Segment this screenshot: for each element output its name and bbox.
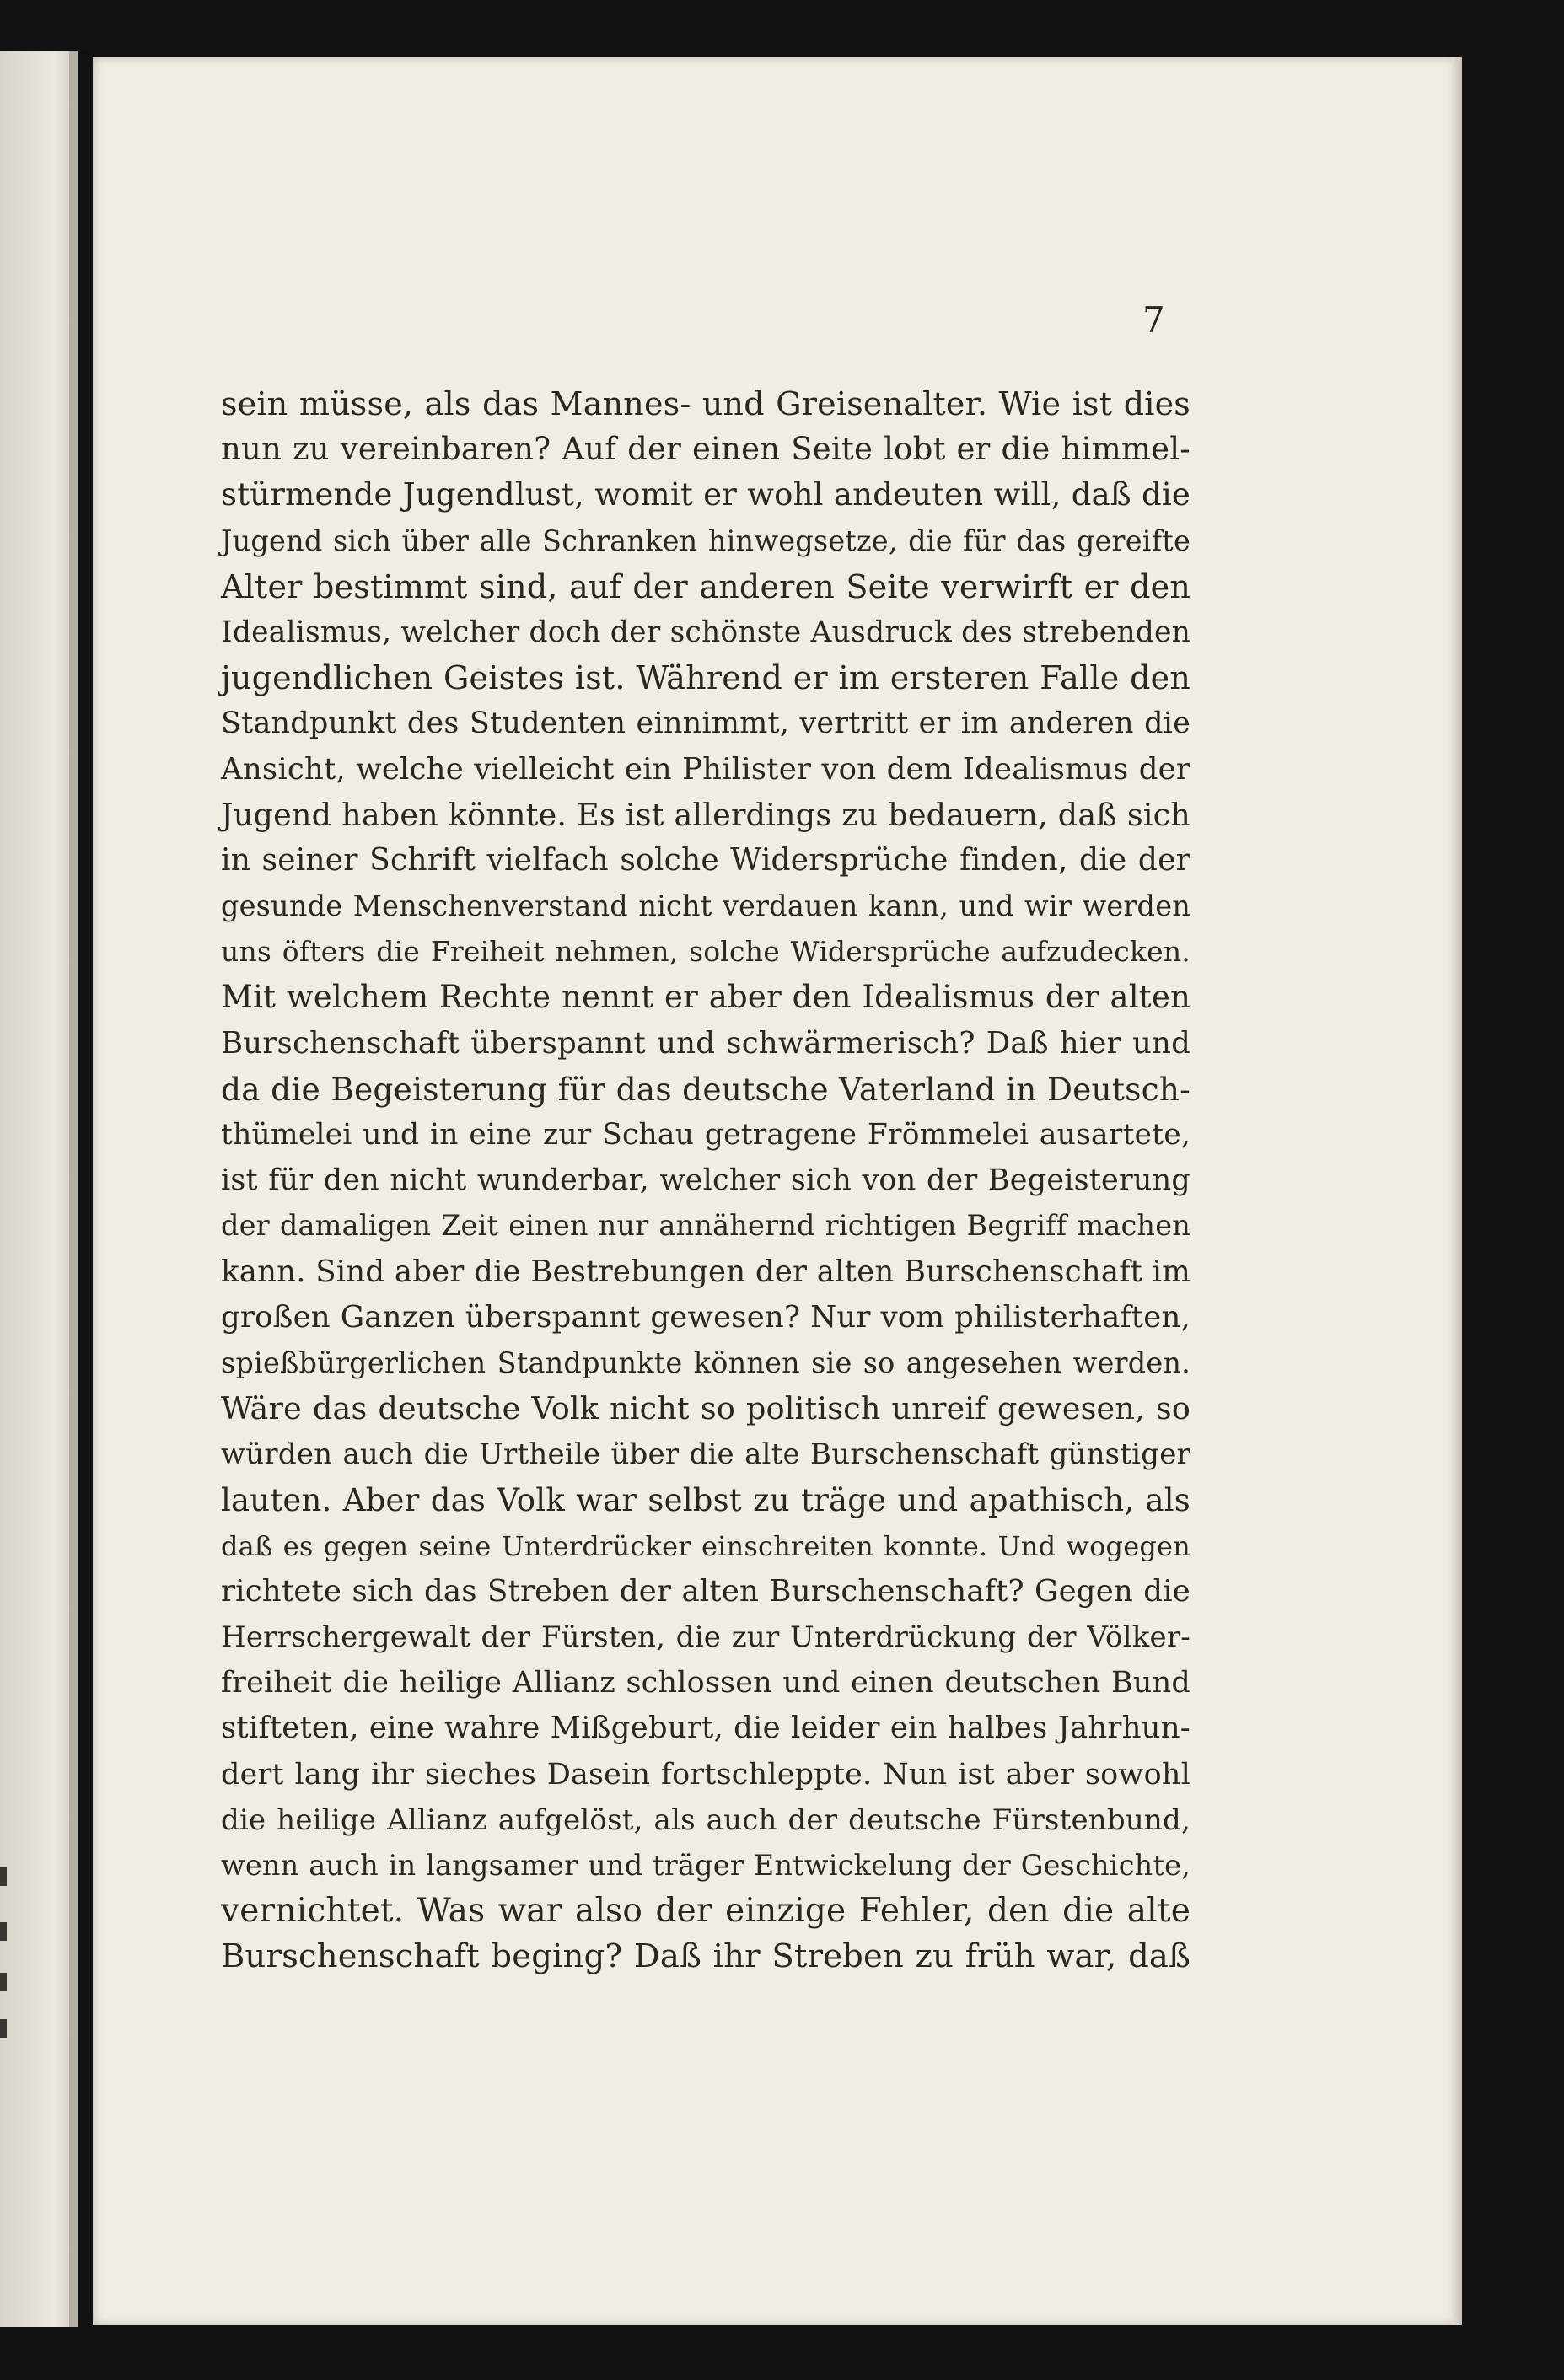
gutter-shadow [69, 51, 94, 2327]
text-line: nun zu vereinbaren? Auf der einen Seite lobt er die himmel- [221, 431, 1190, 468]
text-line: daß es gegen seine Unterdrücker einschreiten konnte. Und wogegen [221, 1529, 1190, 1562]
text-line: Burschenschaft überspannt und schwärmerisch? Daß hier und [221, 1025, 1190, 1061]
text-line: dert lang ihr sieches Dasein fortschleppte. Nun ist aber sowohl [221, 1757, 1190, 1792]
left-page-edge [0, 51, 78, 2327]
text-line: spießbürgerlichen Standpunkte können sie so angesehen werden. [221, 1346, 1190, 1379]
left-margin-mark [0, 1922, 7, 1941]
text-line: stifteten, eine wahre Mißgeburt, die leider ein halbes Jahrhun- [221, 1711, 1190, 1746]
text-line: lauten. Aber das Volk war selbst zu träge und apathisch, als [221, 1481, 1190, 1518]
text-line: Burschenschaft beging? Daß ihr Streben zu früh war, daß [221, 1937, 1190, 1976]
text-line: Herrschergewalt der Fürsten, die zur Unterdrückung der Völker- [221, 1620, 1190, 1655]
text-line: großen Ganzen überspannt gewesen? Nur vom philisterhaften, [221, 1299, 1190, 1335]
text-line: der damaligen Zeit einen nur annähernd richtigen Begriff machen [221, 1209, 1190, 1243]
text-line: Jugend haben könnte. Es ist allerdings zu bedauern, daß sich [221, 796, 1190, 833]
text-line: würden auch die Urtheile über die alte Burschenschaft günstiger [221, 1437, 1190, 1472]
text-line: gesunde Menschenverstand nicht verdauen kann, und wir werden [221, 889, 1190, 923]
text-line: freiheit die heilige Allianz schlossen und einen deutschen Bund [221, 1666, 1190, 1700]
text-line: da die Begeisterung für das deutsche Vaterland in Deutsch- [221, 1070, 1190, 1108]
text-line: Wäre das deutsche Volk nicht so politisch unreif gewesen, so [221, 1390, 1190, 1427]
page-number: 7 [1142, 299, 1165, 341]
left-margin-mark [0, 1973, 7, 1991]
text-line: Standpunkt des Studenten einnimmt, vertritt er im anderen die [221, 706, 1190, 741]
text-line: Jugend sich über alle Schranken hinwegsetze, die für das gereifte [221, 524, 1190, 557]
text-line: Alter bestimmt sind, auf der anderen Seite verwirft er den [221, 567, 1190, 605]
text-line: thümelei und in eine zur Schau getragene Frömmelei ausartete, [221, 1118, 1190, 1152]
text-line: uns öfters die Freiheit nehmen, solche Widersprüche aufzudecken. [221, 935, 1190, 969]
text-line: richtete sich das Streben der alten Burschenschaft? Gegen die [221, 1573, 1190, 1609]
text-line: die heilige Allianz aufgelöst, als auch der deutsche Fürstenbund, [221, 1802, 1190, 1837]
text-line: jugendlichen Geistes ist. Während er im ersteren Falle den [221, 659, 1190, 697]
text-line: kann. Sind aber die Bestrebungen der alten Burschenschaft im [221, 1254, 1190, 1289]
text-line: vernichtet. Was war also der einzige Fehler, den die alte [221, 1892, 1190, 1931]
text-line: in seiner Schrift vielfach solche Widersprüche finden, die der [221, 842, 1190, 878]
text-line: wenn auch in langsamer und träger Entwickelung der Geschichte, [221, 1849, 1190, 1882]
text-line: ist für den nicht wunderbar, welcher sich von der Begeisterung [221, 1163, 1190, 1198]
text-line: Ansicht, welche vielleicht ein Philister von dem Idealismus der [221, 751, 1190, 787]
text-line: Mit welchem Rechte nennt er aber den Idealismus der alten [221, 979, 1190, 1016]
text-line: stürmende Jugendlust, womit er wohl andeuten will, daß die [221, 476, 1190, 513]
left-margin-mark [0, 1867, 7, 1886]
left-margin-mark [0, 2019, 7, 2038]
text-line: sein müsse, als das Mannes- und Greisenalter. Wie ist dies [221, 385, 1190, 422]
text-line: Idealismus, welcher doch der schönste Ausdruck des strebenden [221, 615, 1191, 649]
body-text [221, 381, 1190, 1980]
page-fore-edge [1452, 57, 1462, 2325]
